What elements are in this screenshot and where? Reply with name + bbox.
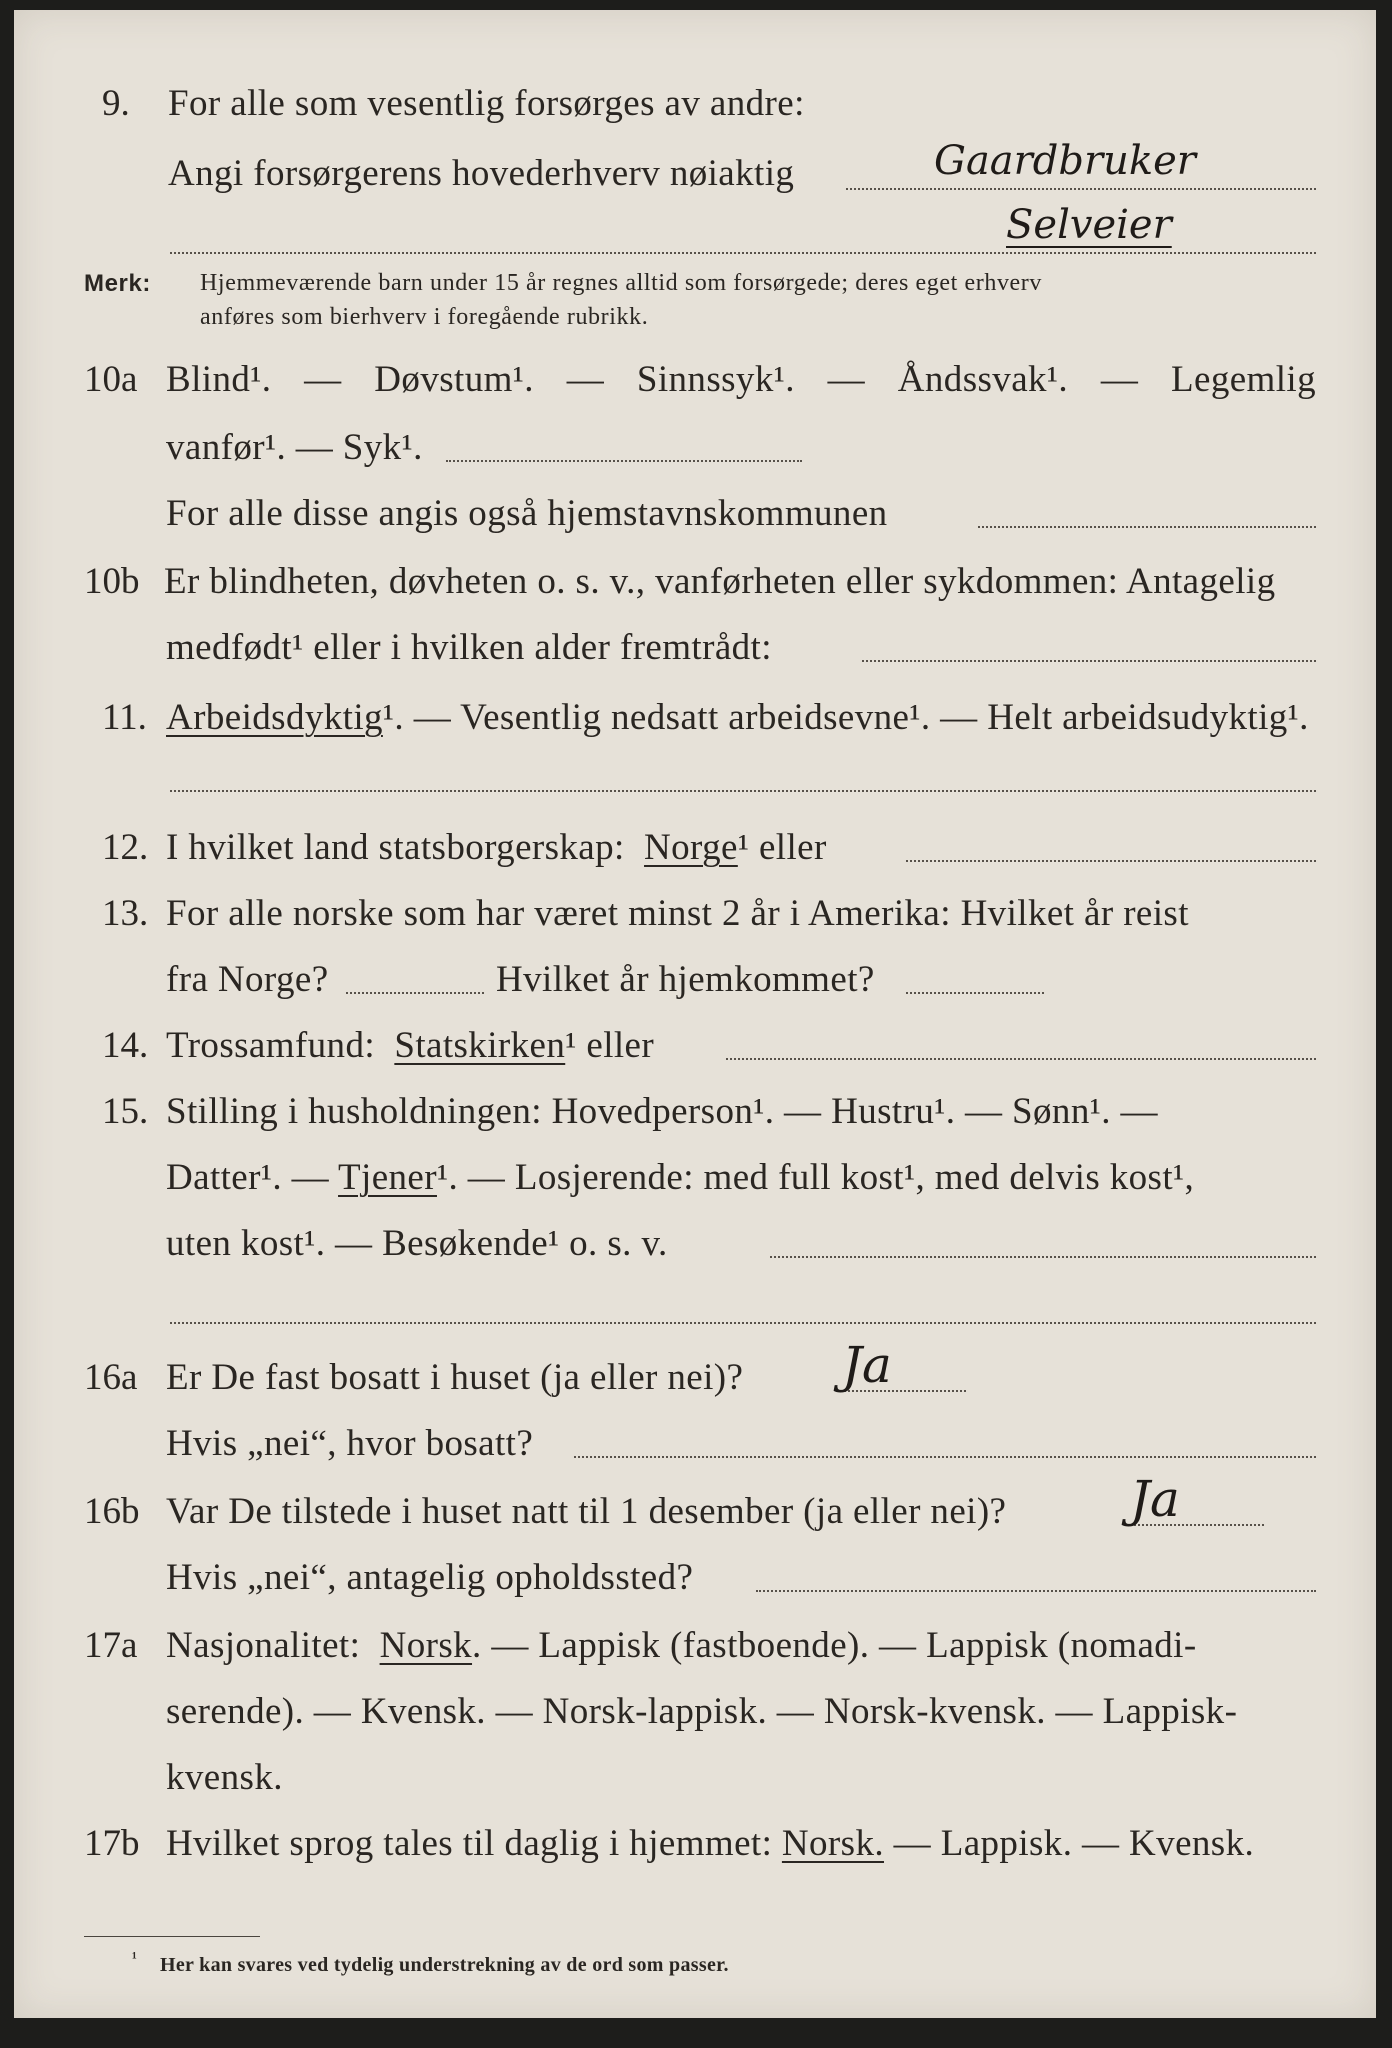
q12-suffix: ¹ eller: [737, 827, 827, 868]
q16b-handwritten-answer: Ja: [1130, 1470, 1180, 1528]
q10b-answer-line: [862, 660, 1316, 662]
q15-answer-line: [770, 1256, 1316, 1258]
q17b-suffix: — Lappisk. — Kvensk.: [893, 1823, 1255, 1864]
q17b-line: [166, 1822, 1254, 1865]
q9-number: 9.: [102, 83, 130, 124]
q9-line2: Angi forsørgerens hovederhverv nøiaktig: [168, 153, 795, 194]
q17a-number: 17a: [84, 1625, 138, 1666]
q14-line: [166, 1024, 654, 1067]
q16b-opholdssted-answer-line: [756, 1590, 1316, 1592]
q13-line2b: Hvilket år hjemkommet?: [496, 959, 875, 1000]
q10b-line1: Er blindheten, døvheten o. s. v., vanførheten eller sykdommen: Antagelig: [164, 561, 1276, 602]
q10a-syk-answer-line: [446, 460, 802, 462]
q10a-line1: Blind¹. — Døvstum¹. — Sinnssyk¹. — Åndssvak¹. — Legemlig: [166, 359, 1316, 400]
q16b-line2: Hvis „nei“, antagelig opholdssted?: [166, 1557, 694, 1598]
footnote-text: Her kan svares ved tydelig understrekning av de ord som passer.: [160, 1954, 729, 1976]
q17a-line1-rest: . — Lappisk (fastboende). — Lappisk (nomadi-: [472, 1625, 1197, 1666]
q13-line2a: fra Norge?: [166, 959, 329, 1000]
q14-option-statskirken-underlined: Statskirken: [394, 1025, 566, 1066]
q11-line: [166, 696, 1309, 739]
q10a-line3: For alle disse angis også hjemstavnskommunen: [166, 493, 888, 534]
q10b-line2: medfødt¹ eller i hvilken alder fremtrådt:: [166, 627, 772, 668]
q12-number: 12.: [102, 827, 149, 868]
q9-handwritten-answer-1: Gaardbruker: [934, 138, 1196, 184]
merk-line2: anføres som bierhverv i foregående rubrikk.: [200, 304, 649, 330]
footnote-separator: [84, 1936, 260, 1937]
q17b-prefix: Hvilket sprog tales til daglig i hjemmet:: [166, 1823, 773, 1864]
q14-prefix: Trossamfund:: [166, 1025, 376, 1066]
q16a-line2: Hvis „nei“, hvor bosatt?: [166, 1423, 534, 1464]
q9-handwritten-answer-2: Selveier: [1006, 202, 1172, 248]
q17a-line3: kvensk.: [166, 1757, 283, 1798]
q11-number: 11.: [102, 697, 147, 738]
q15-line2-rest: ¹. — Losjerende: med full kost¹, med delvis kost¹,: [436, 1157, 1195, 1198]
q15-line1: Stilling i husholdningen: Hovedperson¹. — Hustru¹. — Sønn¹. —: [166, 1091, 1158, 1132]
q17a-line2: serende). — Kvensk. — Norsk-lappisk. — Norsk-kvensk. — Lappisk-: [166, 1691, 1238, 1732]
q9-answer-line-2: [170, 252, 1316, 254]
q17b-option-norsk-underlined: Norsk.: [781, 1823, 884, 1864]
q15-line2-prefix: Datter¹. —: [166, 1157, 330, 1198]
q17a-option-norsk-underlined: Norsk: [379, 1625, 473, 1666]
q11-rest: ¹. — Vesentlig nedsatt arbeidsevne¹. — Helt arbeidsudyktig¹.: [382, 697, 1309, 738]
q15-line2: [166, 1156, 1194, 1199]
q14-suffix: ¹ eller: [565, 1025, 655, 1066]
q10b-number: 10b: [84, 561, 140, 602]
q15-option-tjener-underlined: Tjener: [338, 1157, 437, 1198]
q12-answer-line: [906, 860, 1316, 862]
q16b-number: 16b: [84, 1491, 140, 1532]
q17a-line1: [166, 1624, 1197, 1667]
q10a-hjemstavn-answer-line: [978, 526, 1316, 528]
q15-extra-answer-line: [170, 1322, 1316, 1324]
q17a-prefix: Nasjonalitet:: [166, 1625, 361, 1666]
merk-line1: Hjemmeværende barn under 15 år regnes alltid som forsørgede; deres eget erhverv: [200, 270, 1043, 296]
q11-option-arbeidsdyktig-underlined: Arbeidsdyktig: [166, 697, 383, 738]
q9-line1: For alle som vesentlig forsørges av andre:: [168, 83, 805, 124]
q16a-handwritten-answer: Ja: [842, 1336, 892, 1394]
census-form-page: [14, 10, 1376, 2018]
merk-label: Merk:: [84, 270, 152, 297]
footnote-mark: ¹: [132, 1950, 138, 1967]
q10a-number: 10a: [84, 359, 138, 400]
q12-option-norge-underlined: Norge: [644, 827, 738, 868]
q17b-number: 17b: [84, 1823, 140, 1864]
q13-reist-answer-line: [346, 992, 484, 994]
q12-prefix: I hvilket land statsborgerskap:: [166, 827, 625, 868]
q15-line3: uten kost¹. — Besøkende¹ o. s. v.: [166, 1223, 668, 1264]
q16a-bosatt-answer-line: [574, 1456, 1316, 1458]
q10a-line2: vanfør¹. — Syk¹.: [166, 427, 423, 468]
q14-answer-line: [726, 1058, 1316, 1060]
q15-number: 15.: [102, 1091, 149, 1132]
q16b-line1: Var De tilstede i huset natt til 1 desember (ja eller nei)?: [166, 1491, 1007, 1532]
q13-hjemkommet-answer-line: [906, 992, 1044, 994]
q11-answer-line: [170, 790, 1316, 792]
q14-number: 14.: [102, 1025, 149, 1066]
q16a-number: 16a: [84, 1357, 138, 1398]
q12-line: [166, 826, 827, 869]
q9-answer-line-1: [846, 188, 1316, 190]
q13-number: 13.: [102, 893, 149, 934]
q13-line1: For alle norske som har været minst 2 år i Amerika: Hvilket år reist: [166, 893, 1189, 934]
q16a-line1: Er De fast bosatt i huset (ja eller nei)?: [166, 1357, 744, 1398]
